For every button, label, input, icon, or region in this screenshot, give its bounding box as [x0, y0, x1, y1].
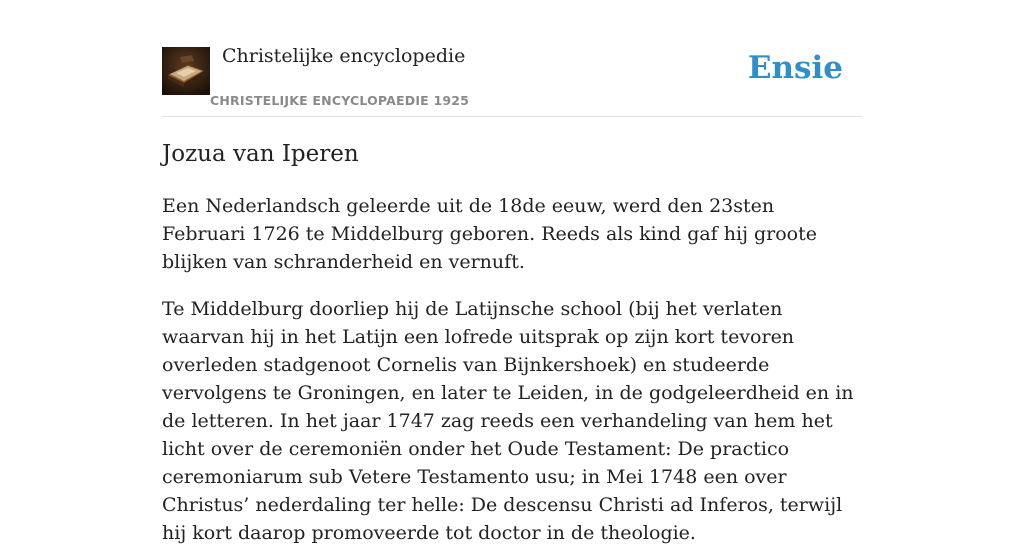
article-paragraph: Een Nederlandsch geleerde uit de 18de eeuw, werd den 23sten Februari 1726 te Middelburg geboren. Reeds als kind gaf hij groote blijken van schranderheid en vernuft.: [162, 195, 817, 273]
site-header: [162, 0, 862, 117]
article-content: [162, 138, 862, 547]
article-paragraph: Te Middelburg doorliep hij de Latijnsche school (bij het verlaten waarvan hij in het Latijn een lofrede uitsprak op zijn kort tevoren overleden stadgenoot Cornelis van Bijnkershoek) en studeerde vervolgens te Groningen, en later te Leiden, in de godgeleerdheid en in de letteren. In het jaar 1747 zag reeds een verhandeling van hem het licht over de ceremoniën onder het Oude Testament: De practico ceremoniarum sub Vetere Testamento usu; in Mei 1748 een over Christus’ nederdaling ter helle: De descensu Christi ad Inferos, terwijl hij kort daarop promoveerde tot doctor in de theologie.: [162, 298, 854, 544]
article-title: Jozua van Iperen: [162, 141, 359, 167]
site-title[interactable]: Christelijke encyclopedie: [222, 45, 466, 67]
ensie-logo[interactable]: Ensie: [747, 50, 843, 86]
site-subtitle[interactable]: CHRISTELIJKE ENCYCLOPAEDIE 1925: [210, 93, 470, 108]
book-thumbnail-icon: [162, 47, 210, 95]
book-thumbnail-image[interactable]: [162, 47, 210, 95]
